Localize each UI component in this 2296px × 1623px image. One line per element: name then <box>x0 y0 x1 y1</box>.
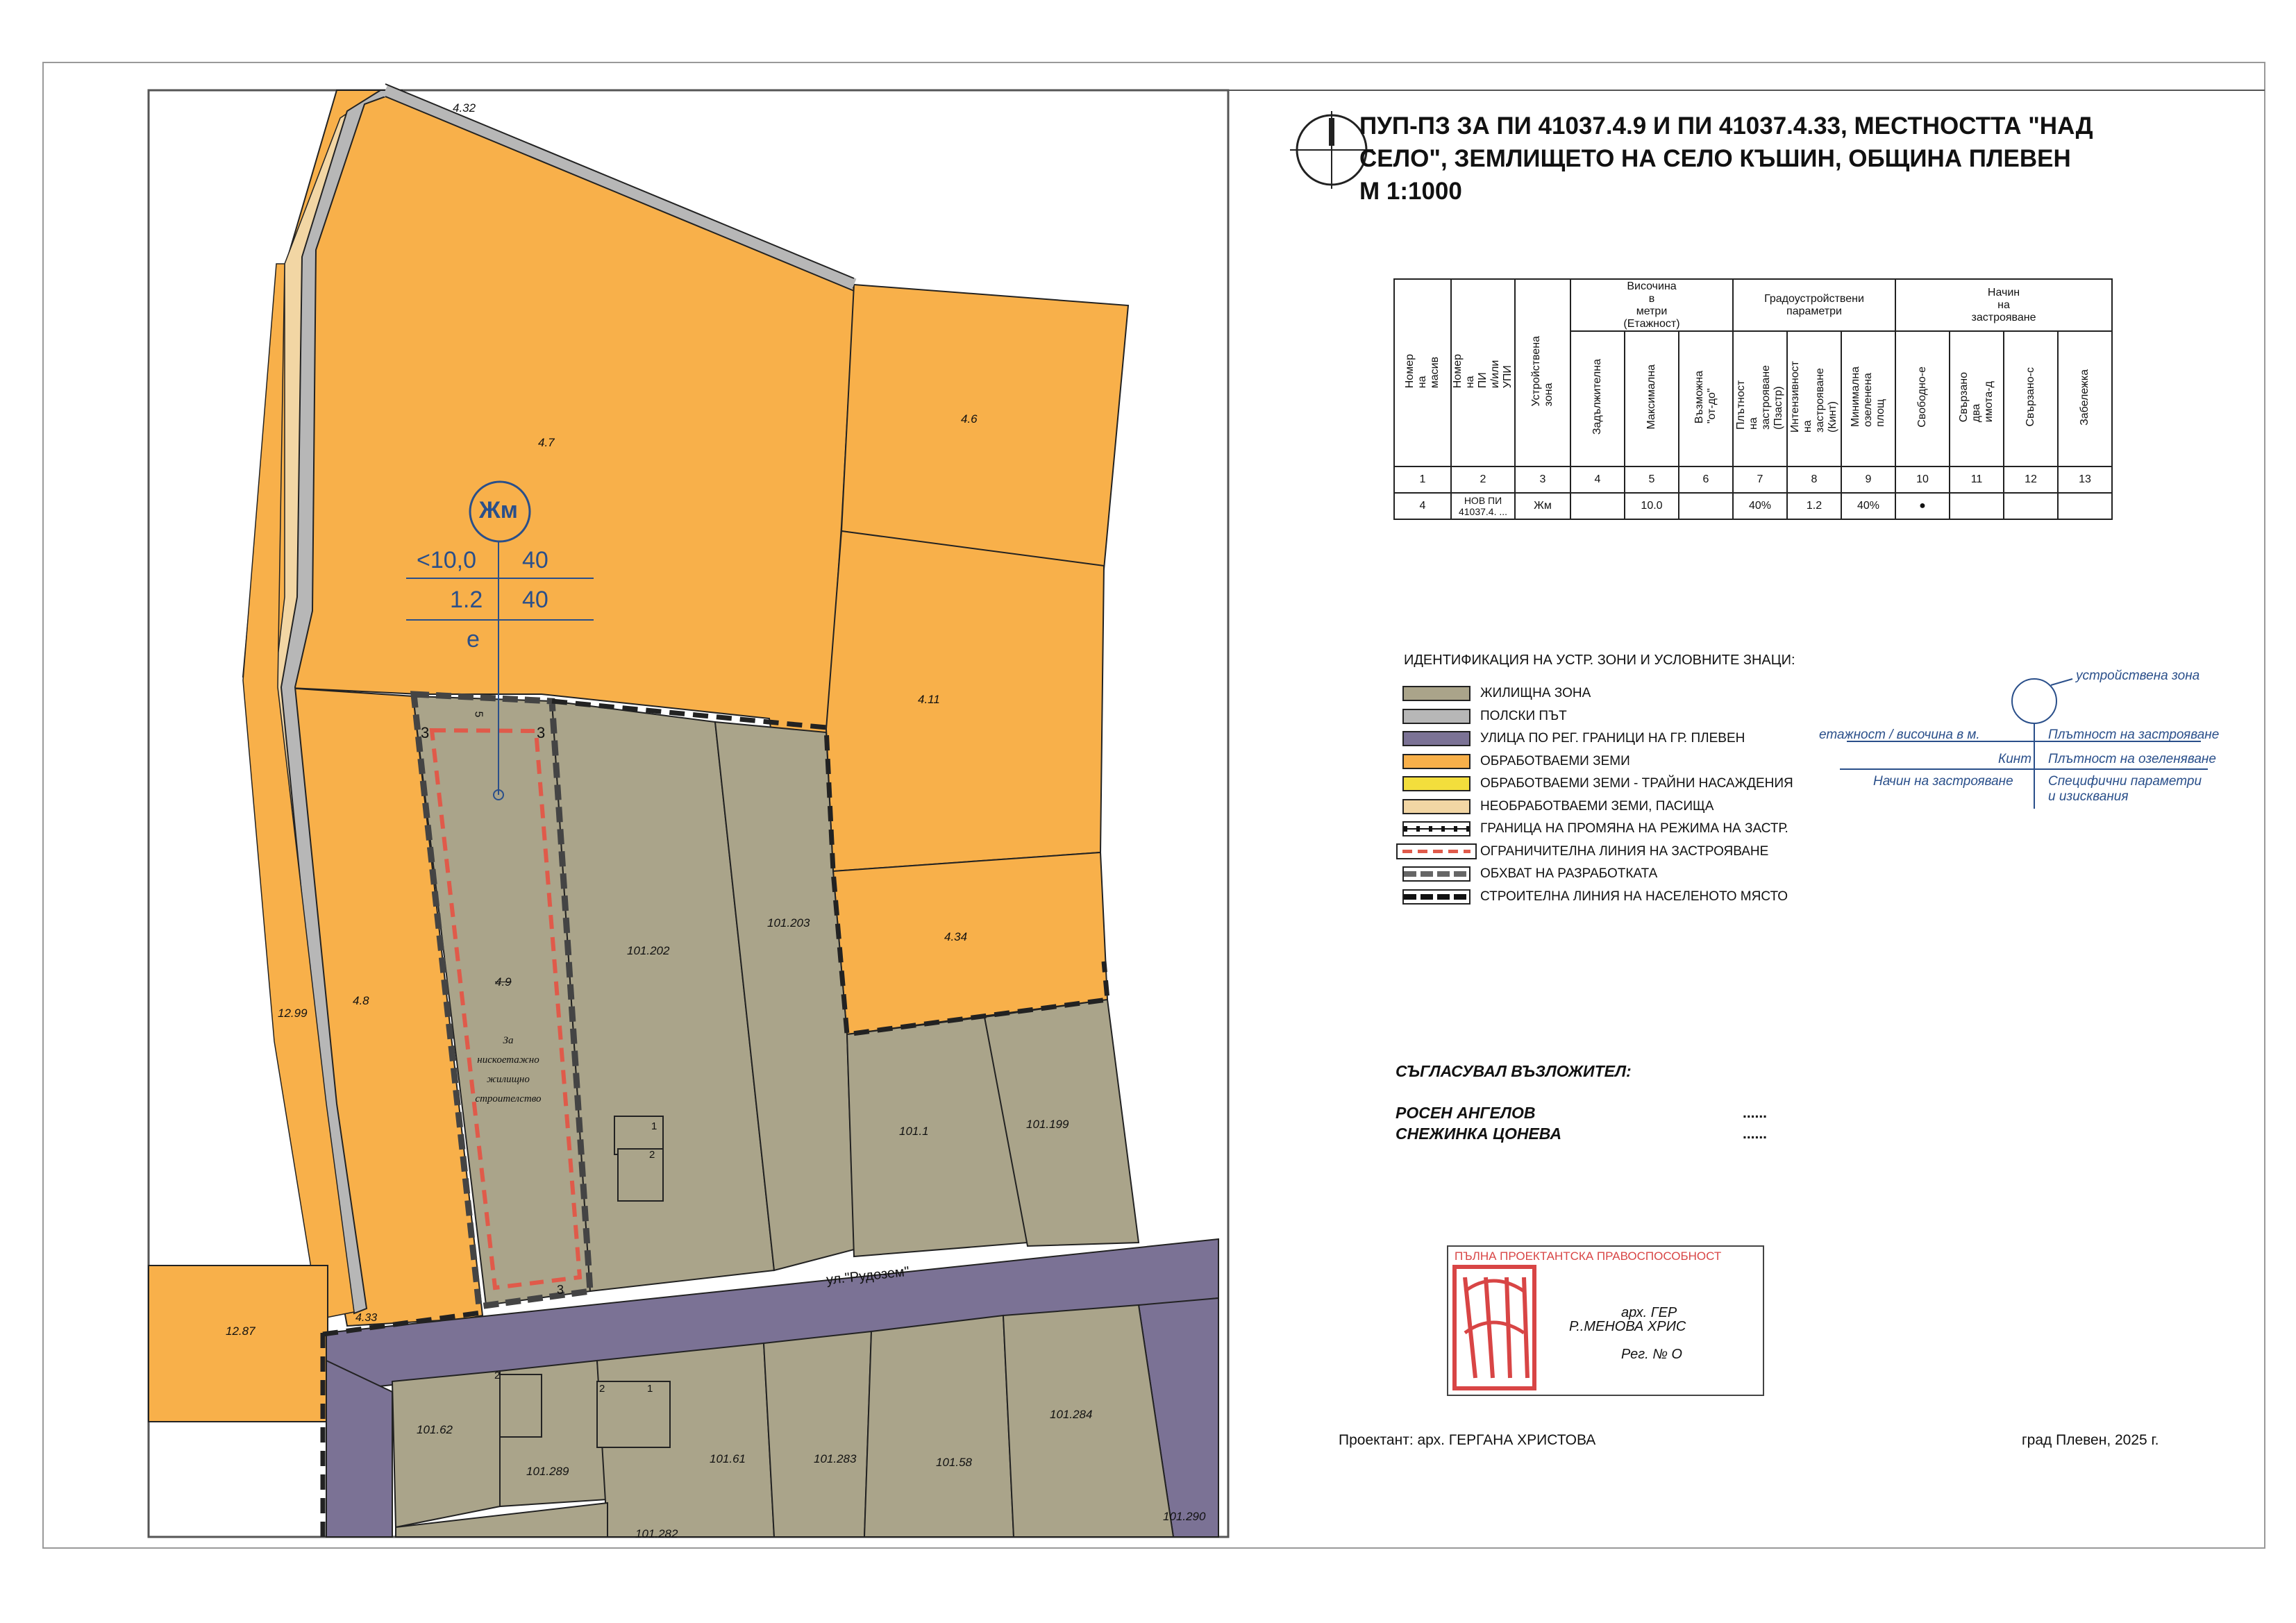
group-urban: Градоустройствени параметри <box>1733 279 1895 331</box>
parcel-label: 4.11 <box>918 693 940 706</box>
place-date: град Плевен, 2025 г. <box>2022 1432 2159 1448</box>
legend-swatch <box>1402 709 1470 724</box>
header-cell: Устройствена зона <box>1515 279 1570 466</box>
zone-code: Жм <box>479 497 518 523</box>
legend-title: ИДЕНТИФИКАЦИЯ НА УСТР. ЗОНИ И УСЛОВНИТЕ ЗНАЦИ: <box>1404 653 1795 668</box>
zone-method: е <box>467 626 480 653</box>
parcel-label: 4.9 <box>495 975 512 989</box>
dim-label: 3 <box>537 724 546 741</box>
diagram-green: Плътност на озеленяване <box>2048 752 2216 766</box>
legend-item <box>1402 775 1793 792</box>
legend-label: ГРАНИЦА НА ПРОМЯНА НА РЕЖИМА НА ЗАСТР. <box>1480 821 1788 836</box>
zone-green: 40 <box>522 587 548 613</box>
diagram-floors: етажност / височина в м. <box>1819 728 1980 742</box>
legend-label: НЕОБРАБОТВАЕМИ ЗЕМИ, ПАСИЩА <box>1480 798 1714 814</box>
signature-line-1: ...... <box>1743 1105 1768 1121</box>
dim-label: 3 <box>421 724 430 741</box>
legend-label: ОБРАБОТВАЕМИ ЗЕМИ <box>1480 753 1630 768</box>
legend-swatch <box>1402 754 1470 769</box>
legend-label: ОБРАБОТВАЕМИ ЗЕМИ - ТРАЙНИ НАСАЖДЕНИЯ <box>1480 776 1793 791</box>
parameters-table: Номер на масив Номер на ПИ и/или УПИ Устройствена зона Височина в метри (Етажност) Градоустройствени параметри Начин на застрояване Задължителна Максимална Възможна "от-до" Плътност на застрояване (Пзастр) Интензивност на застрояване (Кинт) Минимална озеленена площ Свободно-е Свързано два имота-д Свързано-с Забележка 1 2 3 4 5 6 7 8 9 10 11 12 13 4 НОВ ПИ 41037.4. ... Жм 10.0 40% 1.2 40% ● <box>1393 278 2113 520</box>
parcel-4-11 <box>826 531 1104 871</box>
building-number: 2 <box>599 1383 605 1395</box>
parcel-label: 101.202 <box>627 944 670 957</box>
parcel-label: 101.203 <box>767 916 810 930</box>
diagram-zone: устройствена зона <box>2076 668 2200 683</box>
legend-swatch <box>1402 889 1470 905</box>
legend-item <box>1402 730 1745 747</box>
legend-swatch <box>1402 821 1470 836</box>
header-cell: Номер на масив <box>1394 279 1451 466</box>
legend-label: УЛИЦА ПО РЕГ. ГРАНИЦИ НА ГР. ПЛЕВЕН <box>1480 731 1745 746</box>
legend-label: ЖИЛИЩНА ЗОНА <box>1480 686 1591 700</box>
header-cell: Номер на ПИ и/или УПИ <box>1451 279 1515 466</box>
title-line-1: ПУП-ПЗ ЗА ПИ 41037.4.9 И ПИ 41037.4.33, МЕСТНОСТТА "НАД <box>1359 112 2093 140</box>
zone-height: <10,0 <box>417 547 477 573</box>
parcel-label: 101.283 <box>814 1452 857 1465</box>
designer-credit: Проектант: арх. ГЕРГАНА ХРИСТОВА <box>1339 1432 1596 1448</box>
parcel-label: 101.290 <box>1163 1510 1206 1523</box>
parcel-label: 101.289 <box>526 1465 569 1478</box>
diagram-density: Плътност на застрояване <box>2048 728 2220 742</box>
legend-swatch <box>1402 731 1470 746</box>
legend-item <box>1402 843 1768 860</box>
legend-swatch <box>1402 850 1470 853</box>
stamp-reg: Рег. № О <box>1621 1347 1682 1362</box>
legend-item <box>1402 866 1657 882</box>
dim-label: 3 <box>557 1283 564 1297</box>
legend-item <box>1402 708 1567 725</box>
numbers-row: 1 2 3 4 5 6 7 8 9 10 11 12 13 <box>1394 466 2112 493</box>
parcel-label: 4.8 <box>353 994 369 1007</box>
data-row: 4 НОВ ПИ 41037.4. ... Жм 10.0 40% 1.2 40% ● <box>1394 493 2112 519</box>
parcel-label: 101.284 <box>1050 1408 1093 1421</box>
legend-label: СТРОИТЕЛНА ЛИНИЯ НА НАСЕЛЕНОТО МЯСТО <box>1480 889 1788 904</box>
signature-line-2: ...... <box>1743 1126 1768 1142</box>
legend-item <box>1402 798 1713 815</box>
plan-title <box>1359 110 2220 208</box>
legend-item <box>1402 753 1630 770</box>
parcel-label: 101.58 <box>936 1456 972 1469</box>
parcel-12-87 <box>149 1265 328 1422</box>
parcel-label: 101.282 <box>635 1527 678 1540</box>
purpose-label: За нискоетажно жилищно строителство <box>475 1035 542 1104</box>
parcel-label: 101.199 <box>1026 1118 1069 1131</box>
parcel-label: 4.32 <box>453 101 476 115</box>
legend-label: ОБХВАТ НА РАЗРАБОТКАТА <box>1480 866 1658 881</box>
parcel-4-6 <box>841 285 1128 569</box>
legend-label: ОГРАНИЧИТЕЛНА ЛИНИЯ НА ЗАСТРОЯВАНЕ <box>1480 843 1769 859</box>
title-line-2: СЕЛО", ЗЕМЛИЩЕТО НА СЕЛО КЪШИН, ОБЩИНА ПЛЕВЕН <box>1359 145 2071 172</box>
street-label: ул."Рудозем" <box>826 1263 910 1288</box>
parcel-label: 4.33 <box>355 1312 378 1324</box>
zone-kint: 1.2 <box>450 587 483 613</box>
building-number: 2 <box>494 1370 501 1381</box>
approver-name-1: РОСЕН АНГЕЛОВ <box>1396 1104 1536 1122</box>
approver-name-2: СНЕЖИНКА ЦОНЕВА <box>1396 1125 1562 1143</box>
stamp-name: Р..МЕНОВА ХРИС <box>1569 1319 1686 1334</box>
building-number: 1 <box>647 1383 653 1395</box>
parcel-label: 101.62 <box>417 1423 453 1436</box>
parcel-101-283 <box>764 1331 871 1537</box>
parcel-label: 101.1 <box>899 1125 929 1138</box>
dim-label: 5 <box>472 711 485 718</box>
zone-density: 40 <box>522 547 548 573</box>
legend-swatch <box>1402 799 1470 814</box>
group-build: Начин на застрояване <box>1895 279 2112 331</box>
legend-label: ПОЛСКИ ПЪТ <box>1480 708 1567 723</box>
stamp-header: ПЪЛНА ПРОЕКТАНТСКА ПРАВОСПОСОБНОСТ <box>1455 1250 1722 1263</box>
legend-item <box>1402 821 1788 837</box>
legend-item <box>1402 685 1591 702</box>
diagram-specific: Специфични параметри и изисквания <box>2048 774 2202 804</box>
approval-heading: СЪГЛАСУВАЛ ВЪЗЛОЖИТЕЛ: <box>1396 1062 1632 1080</box>
legend-item <box>1402 889 1788 905</box>
parcel-label: 12.99 <box>278 1007 308 1020</box>
diagram-kint: Кинт <box>1998 752 2032 766</box>
parcel-label: 4.7 <box>538 436 555 449</box>
group-height: Височина в метри (Етажност) <box>1570 279 1733 331</box>
title-scale: М 1:1000 <box>1359 178 1462 205</box>
building-number: 1 <box>651 1120 657 1132</box>
legend-swatch <box>1402 866 1470 882</box>
parcel-label: 4.34 <box>944 930 968 943</box>
building-number: 2 <box>649 1149 655 1161</box>
parcel-label: 4.6 <box>961 412 978 426</box>
legend-swatch <box>1402 686 1470 701</box>
legend-swatch <box>1402 776 1470 791</box>
stamp-arch: арх. ГЕР <box>1621 1305 1677 1320</box>
diagram-method: Начин на застрояване <box>1873 774 2013 789</box>
parcel-101-58 <box>864 1315 1014 1537</box>
parcel-label: 12.87 <box>226 1325 255 1338</box>
parcel-label: 101.61 <box>710 1452 746 1465</box>
parcel-101-62 <box>392 1371 500 1527</box>
